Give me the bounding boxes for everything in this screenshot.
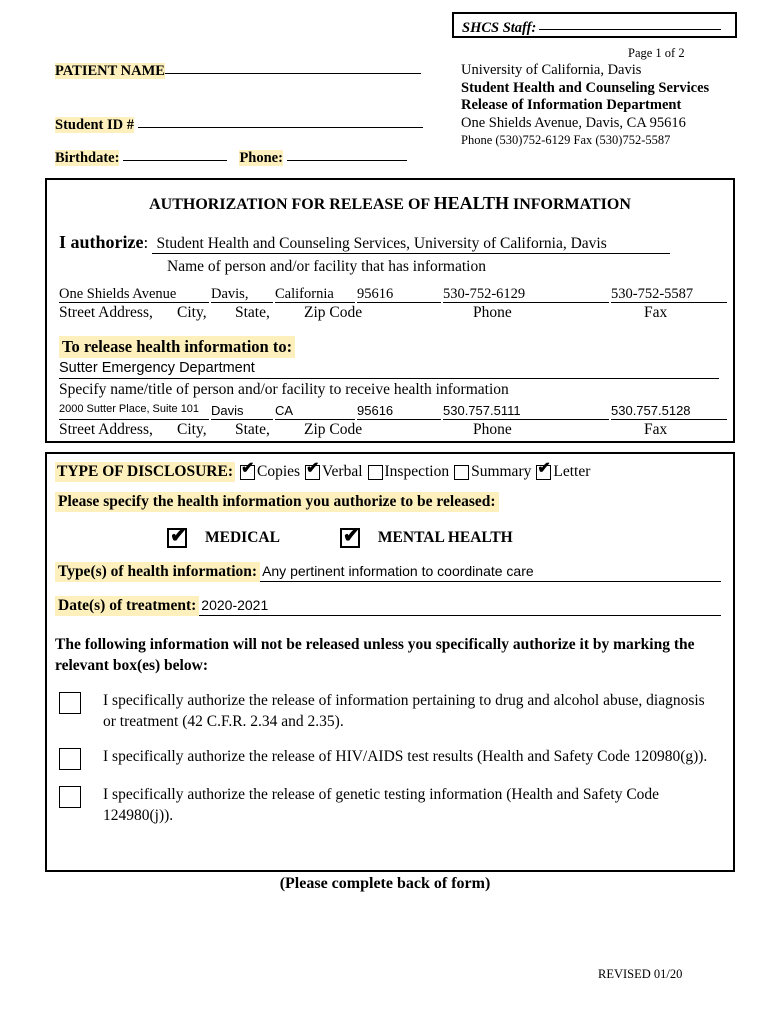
- student-id-label: Student ID #: [55, 117, 134, 133]
- text-hiv-aids: I specifically authorize the release of HIV/AIDS test results (Health and Safety Code 120980(g)).: [103, 748, 708, 765]
- to-state-value[interactable]: CA: [275, 403, 355, 420]
- form-title-part1: AUTHORIZATION FOR RELEASE OF: [149, 196, 434, 213]
- i-authorize-colon: :: [143, 233, 149, 252]
- following-info-colon: :: [202, 657, 208, 674]
- organization-block: [461, 62, 761, 150]
- complete-back-notice: (Please complete back of form): [279, 875, 491, 892]
- name-of-person-caption: Name of person and/or facility that has information: [167, 258, 486, 275]
- label-fax-2: Fax: [644, 421, 668, 438]
- to-phone-value[interactable]: 530.757.5111: [443, 403, 609, 420]
- types-of-health-info-label: Type(s) of health information:: [55, 562, 260, 582]
- shcs-staff-field[interactable]: [452, 12, 737, 38]
- checkbox-copies[interactable]: [240, 465, 255, 480]
- birthdate-input[interactable]: [123, 149, 227, 161]
- from-city-value[interactable]: Davis,: [211, 286, 273, 303]
- dates-of-treatment-value[interactable]: 2020-2021: [199, 597, 721, 616]
- label-zip-1: Zip Code: [304, 304, 363, 321]
- org-line-department1: Student Health and Counseling Services: [461, 79, 710, 96]
- label-summary: Summary: [471, 463, 532, 480]
- label-state-1: State,: [235, 304, 270, 321]
- following-info-text: [55, 634, 721, 676]
- label-street-address-1: Street Address,: [59, 304, 153, 321]
- org-line-department2: Release of Information Department: [461, 97, 682, 113]
- label-city-1: City,: [177, 304, 207, 321]
- from-phone-value[interactable]: 530-752-6129: [443, 286, 609, 303]
- checkbox-mental-health[interactable]: [340, 528, 360, 548]
- i-authorize-value[interactable]: Student Health and Counseling Services, University of California, Davis: [152, 235, 670, 254]
- org-phone-fax: Phone (530)752-6129 Fax (530)752-5587: [461, 133, 671, 147]
- label-copies: Copies: [256, 463, 301, 480]
- label-medical: MEDICAL: [205, 529, 280, 546]
- from-address-labels: [59, 304, 733, 324]
- types-of-health-info-row: [55, 562, 733, 582]
- label-state-2: State,: [235, 421, 270, 438]
- form-title: [47, 193, 733, 214]
- i-authorize-row: [59, 232, 733, 254]
- from-street-value[interactable]: One Shields Avenue: [59, 286, 209, 303]
- checkbox-letter[interactable]: [536, 465, 551, 480]
- label-verbal: Verbal: [322, 463, 363, 480]
- release-to-label: To release health information to:: [59, 336, 295, 358]
- following-info-sentence: The following information will not be released unless you specifically authorize it by marking the relevant box(es) below: [55, 636, 695, 674]
- checkbox-medical[interactable]: [167, 528, 187, 548]
- specify-caption: Specify name/title of person and/or facility to receive health information: [59, 381, 509, 398]
- checkbox-inspection[interactable]: [368, 465, 383, 480]
- patient-name-field[interactable]: [55, 62, 421, 80]
- please-specify-label: Please specify the health information you authorize to be released:: [55, 492, 499, 512]
- phone-label: Phone:: [239, 150, 283, 166]
- to-city-value[interactable]: Davis: [211, 403, 273, 420]
- release-to-value[interactable]: Sutter Emergency Department: [59, 360, 719, 379]
- to-street-value[interactable]: 2000 Sutter Place, Suite 101: [59, 403, 209, 420]
- org-line-university: University of California, Davis: [461, 62, 642, 78]
- student-id-field[interactable]: [55, 116, 423, 134]
- health-category-row: [47, 528, 733, 548]
- form-title-health: HEALTH: [433, 193, 509, 213]
- patient-name-input[interactable]: [165, 62, 421, 74]
- label-letter: Letter: [553, 463, 591, 480]
- checkbox-hiv-aids[interactable]: [59, 748, 81, 770]
- text-genetic-testing: I specifically authorize the release of genetic testing information (Health and Safety Code 124980(j)).: [103, 786, 660, 824]
- label-mental-health: MENTAL HEALTH: [377, 529, 513, 546]
- birthdate-phone-row[interactable]: [55, 149, 407, 167]
- label-phone-1: Phone: [473, 304, 512, 321]
- disclosure-box: [45, 452, 735, 872]
- page-number: Page 1 of 2: [628, 46, 685, 60]
- checkbox-summary[interactable]: [454, 465, 469, 480]
- from-zip-value[interactable]: 95616: [357, 286, 441, 303]
- checkbox-drug-alcohol[interactable]: [59, 692, 81, 714]
- checkbox-verbal[interactable]: [305, 465, 320, 480]
- form-title-part2: INFORMATION: [508, 196, 631, 213]
- from-address-values: [59, 286, 733, 304]
- to-zip-value[interactable]: 95616: [357, 403, 441, 420]
- phone-input[interactable]: [287, 149, 407, 161]
- shcs-staff-label: SHCS Staff:: [462, 20, 537, 36]
- shcs-staff-blank-line[interactable]: [539, 17, 721, 30]
- i-authorize-label: I authorize: [59, 232, 144, 252]
- specific-authorization-item: [59, 690, 721, 732]
- student-id-input[interactable]: [138, 116, 423, 128]
- to-address-values: [59, 403, 733, 421]
- label-city-2: City,: [177, 421, 207, 438]
- text-drug-alcohol: I specifically authorize the release of information pertaining to drug and alcohol abuse, diagnosis or treatment (42 C.F.R. 2.34 and 2.35).: [103, 692, 705, 730]
- label-street-address-2: Street Address,: [59, 421, 153, 438]
- label-zip-2: Zip Code: [304, 421, 363, 438]
- dates-of-treatment-label: Date(s) of treatment:: [55, 596, 199, 616]
- to-fax-value[interactable]: 530.757.5128: [611, 403, 727, 420]
- types-of-health-info-value[interactable]: Any pertinent information to coordinate care: [260, 563, 721, 582]
- specific-authorization-item: [59, 746, 721, 770]
- from-fax-value[interactable]: 530-752-5587: [611, 286, 727, 303]
- type-of-disclosure-row: [55, 462, 733, 482]
- birthdate-label: Birthdate:: [55, 150, 120, 166]
- checkbox-genetic-testing[interactable]: [59, 786, 81, 808]
- specific-authorization-item: [59, 784, 721, 826]
- authorization-box: [45, 178, 735, 443]
- label-inspection: Inspection: [384, 463, 450, 480]
- label-fax-1: Fax: [644, 304, 668, 321]
- to-address-labels: [59, 421, 733, 441]
- org-line-address: One Shields Avenue, Davis, CA 95616: [461, 114, 686, 131]
- from-state-value[interactable]: California: [275, 286, 355, 303]
- label-phone-2: Phone: [473, 421, 512, 438]
- type-of-disclosure-label: TYPE OF DISCLOSURE:: [57, 463, 233, 480]
- patient-name-label: PATIENT NAME: [55, 63, 165, 79]
- revised-date: REVISED 01/20: [598, 967, 683, 981]
- dates-of-treatment-row: [55, 596, 733, 616]
